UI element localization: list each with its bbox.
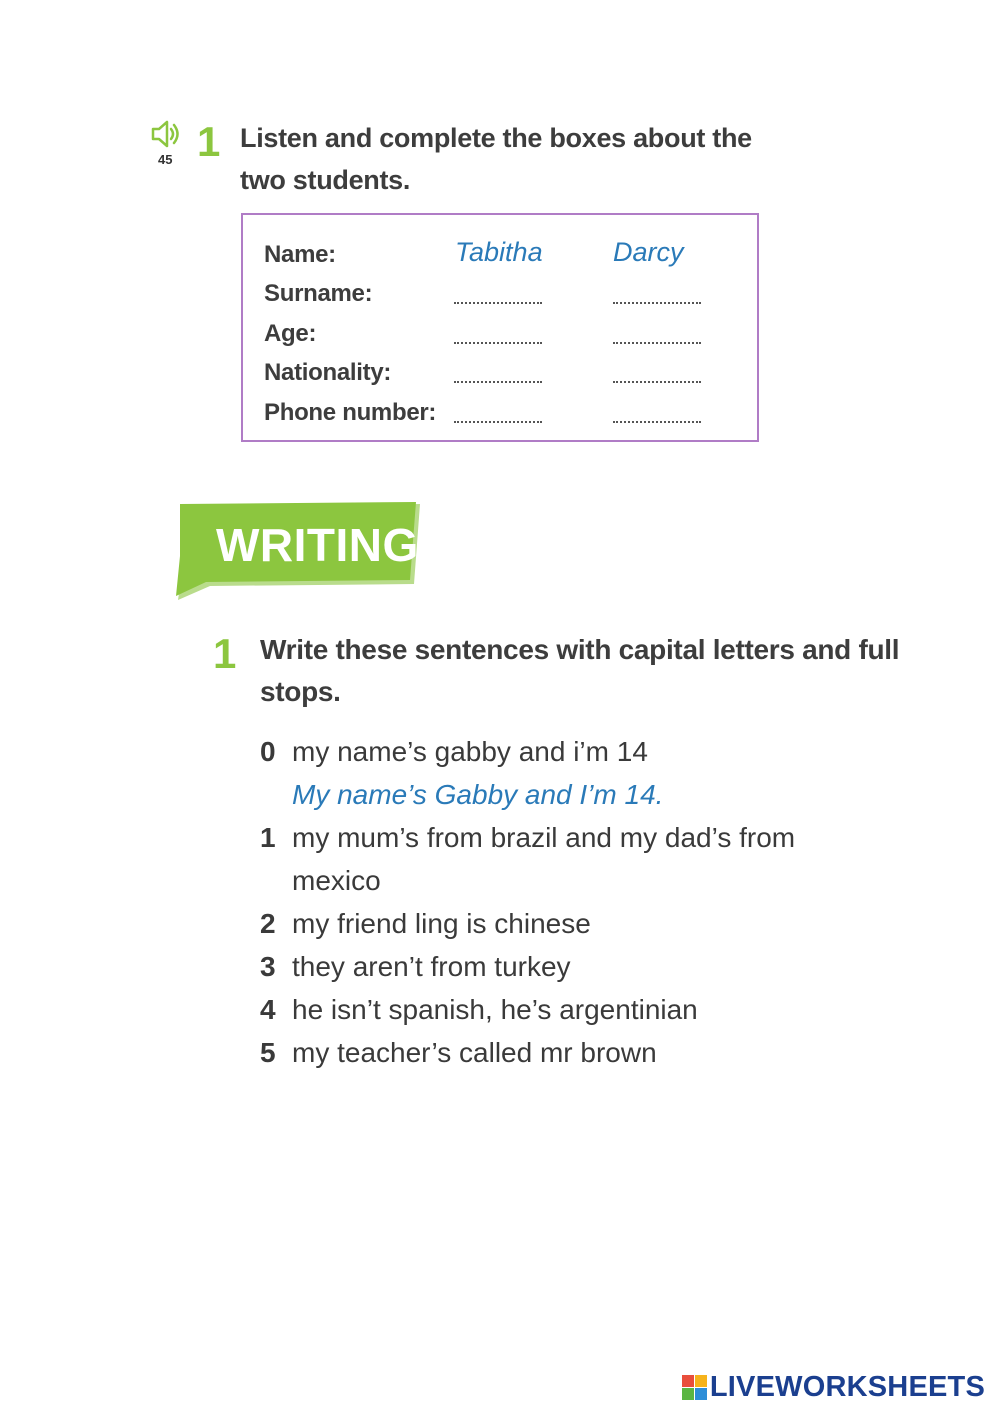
table-row <box>264 280 744 320</box>
item-text: they aren’t from turkey <box>292 951 571 982</box>
example-answer: My name’s Gabby and I’m 14. <box>292 779 664 810</box>
list-item <box>260 945 900 988</box>
list-item <box>260 988 900 1031</box>
name-value-student-2: Darcy <box>613 237 684 267</box>
section-title: WRITING <box>216 519 419 571</box>
list-item <box>260 1031 900 1074</box>
list-item <box>260 816 900 902</box>
writing-section-banner <box>170 500 430 610</box>
exercise-number: 1 <box>213 630 237 677</box>
list-item <box>260 730 900 816</box>
item-number: 2 <box>260 908 276 939</box>
list-item <box>260 902 900 945</box>
exercise-instruction: Write these sentences with capital letters and full stops. <box>260 634 900 707</box>
table-row <box>264 320 744 360</box>
row-label: Age: <box>264 320 317 347</box>
item-number: 4 <box>260 994 276 1025</box>
row-label: Name: <box>264 241 336 268</box>
nationality-answer-field-student-1[interactable] <box>454 381 542 383</box>
table-row <box>264 237 744 281</box>
logo-text: LIVEWORKSHEETS <box>709 1370 985 1403</box>
item-number: 0 <box>260 736 276 767</box>
age-answer-field-student-2[interactable] <box>613 342 701 344</box>
exercise-instruction: Listen and complete the boxes about the two students. <box>240 123 752 195</box>
item-number: 1 <box>260 822 276 853</box>
item-text: my name’s gabby and i’m 14 <box>292 736 648 767</box>
age-answer-field-student-1[interactable] <box>454 342 542 344</box>
table-row <box>264 359 744 399</box>
table-row <box>264 399 744 439</box>
row-label: Surname: <box>264 280 373 307</box>
item-text: my friend ling is chinese <box>292 908 591 939</box>
name-value-student-1: Tabitha <box>455 237 543 267</box>
sentence-list <box>260 730 900 1074</box>
phone-answer-field-student-2[interactable] <box>613 421 701 423</box>
item-number: 5 <box>260 1037 276 1068</box>
surname-answer-field-student-2[interactable] <box>613 302 701 304</box>
track-number: 45 <box>158 152 173 167</box>
item-number: 3 <box>260 951 276 982</box>
phone-answer-field-student-1[interactable] <box>454 421 542 423</box>
item-text: my mum’s from brazil and my dad’s from mexico <box>292 822 796 896</box>
speaker-icon <box>150 118 184 150</box>
liveworksheets-logo[interactable] <box>682 1369 985 1405</box>
row-label: Nationality: <box>264 359 392 386</box>
surname-answer-field-student-1[interactable] <box>454 302 542 304</box>
exercise-number: 1 <box>197 118 221 165</box>
logo-mark-icon <box>682 1375 707 1400</box>
row-label: Phone number: <box>264 399 437 426</box>
student-info-table <box>241 213 759 442</box>
nationality-answer-field-student-2[interactable] <box>613 381 701 383</box>
item-text: he isn’t spanish, he’s argentinian <box>292 994 698 1025</box>
item-text: my teacher’s called mr brown <box>292 1037 657 1068</box>
audio-track-button[interactable] <box>150 118 184 166</box>
